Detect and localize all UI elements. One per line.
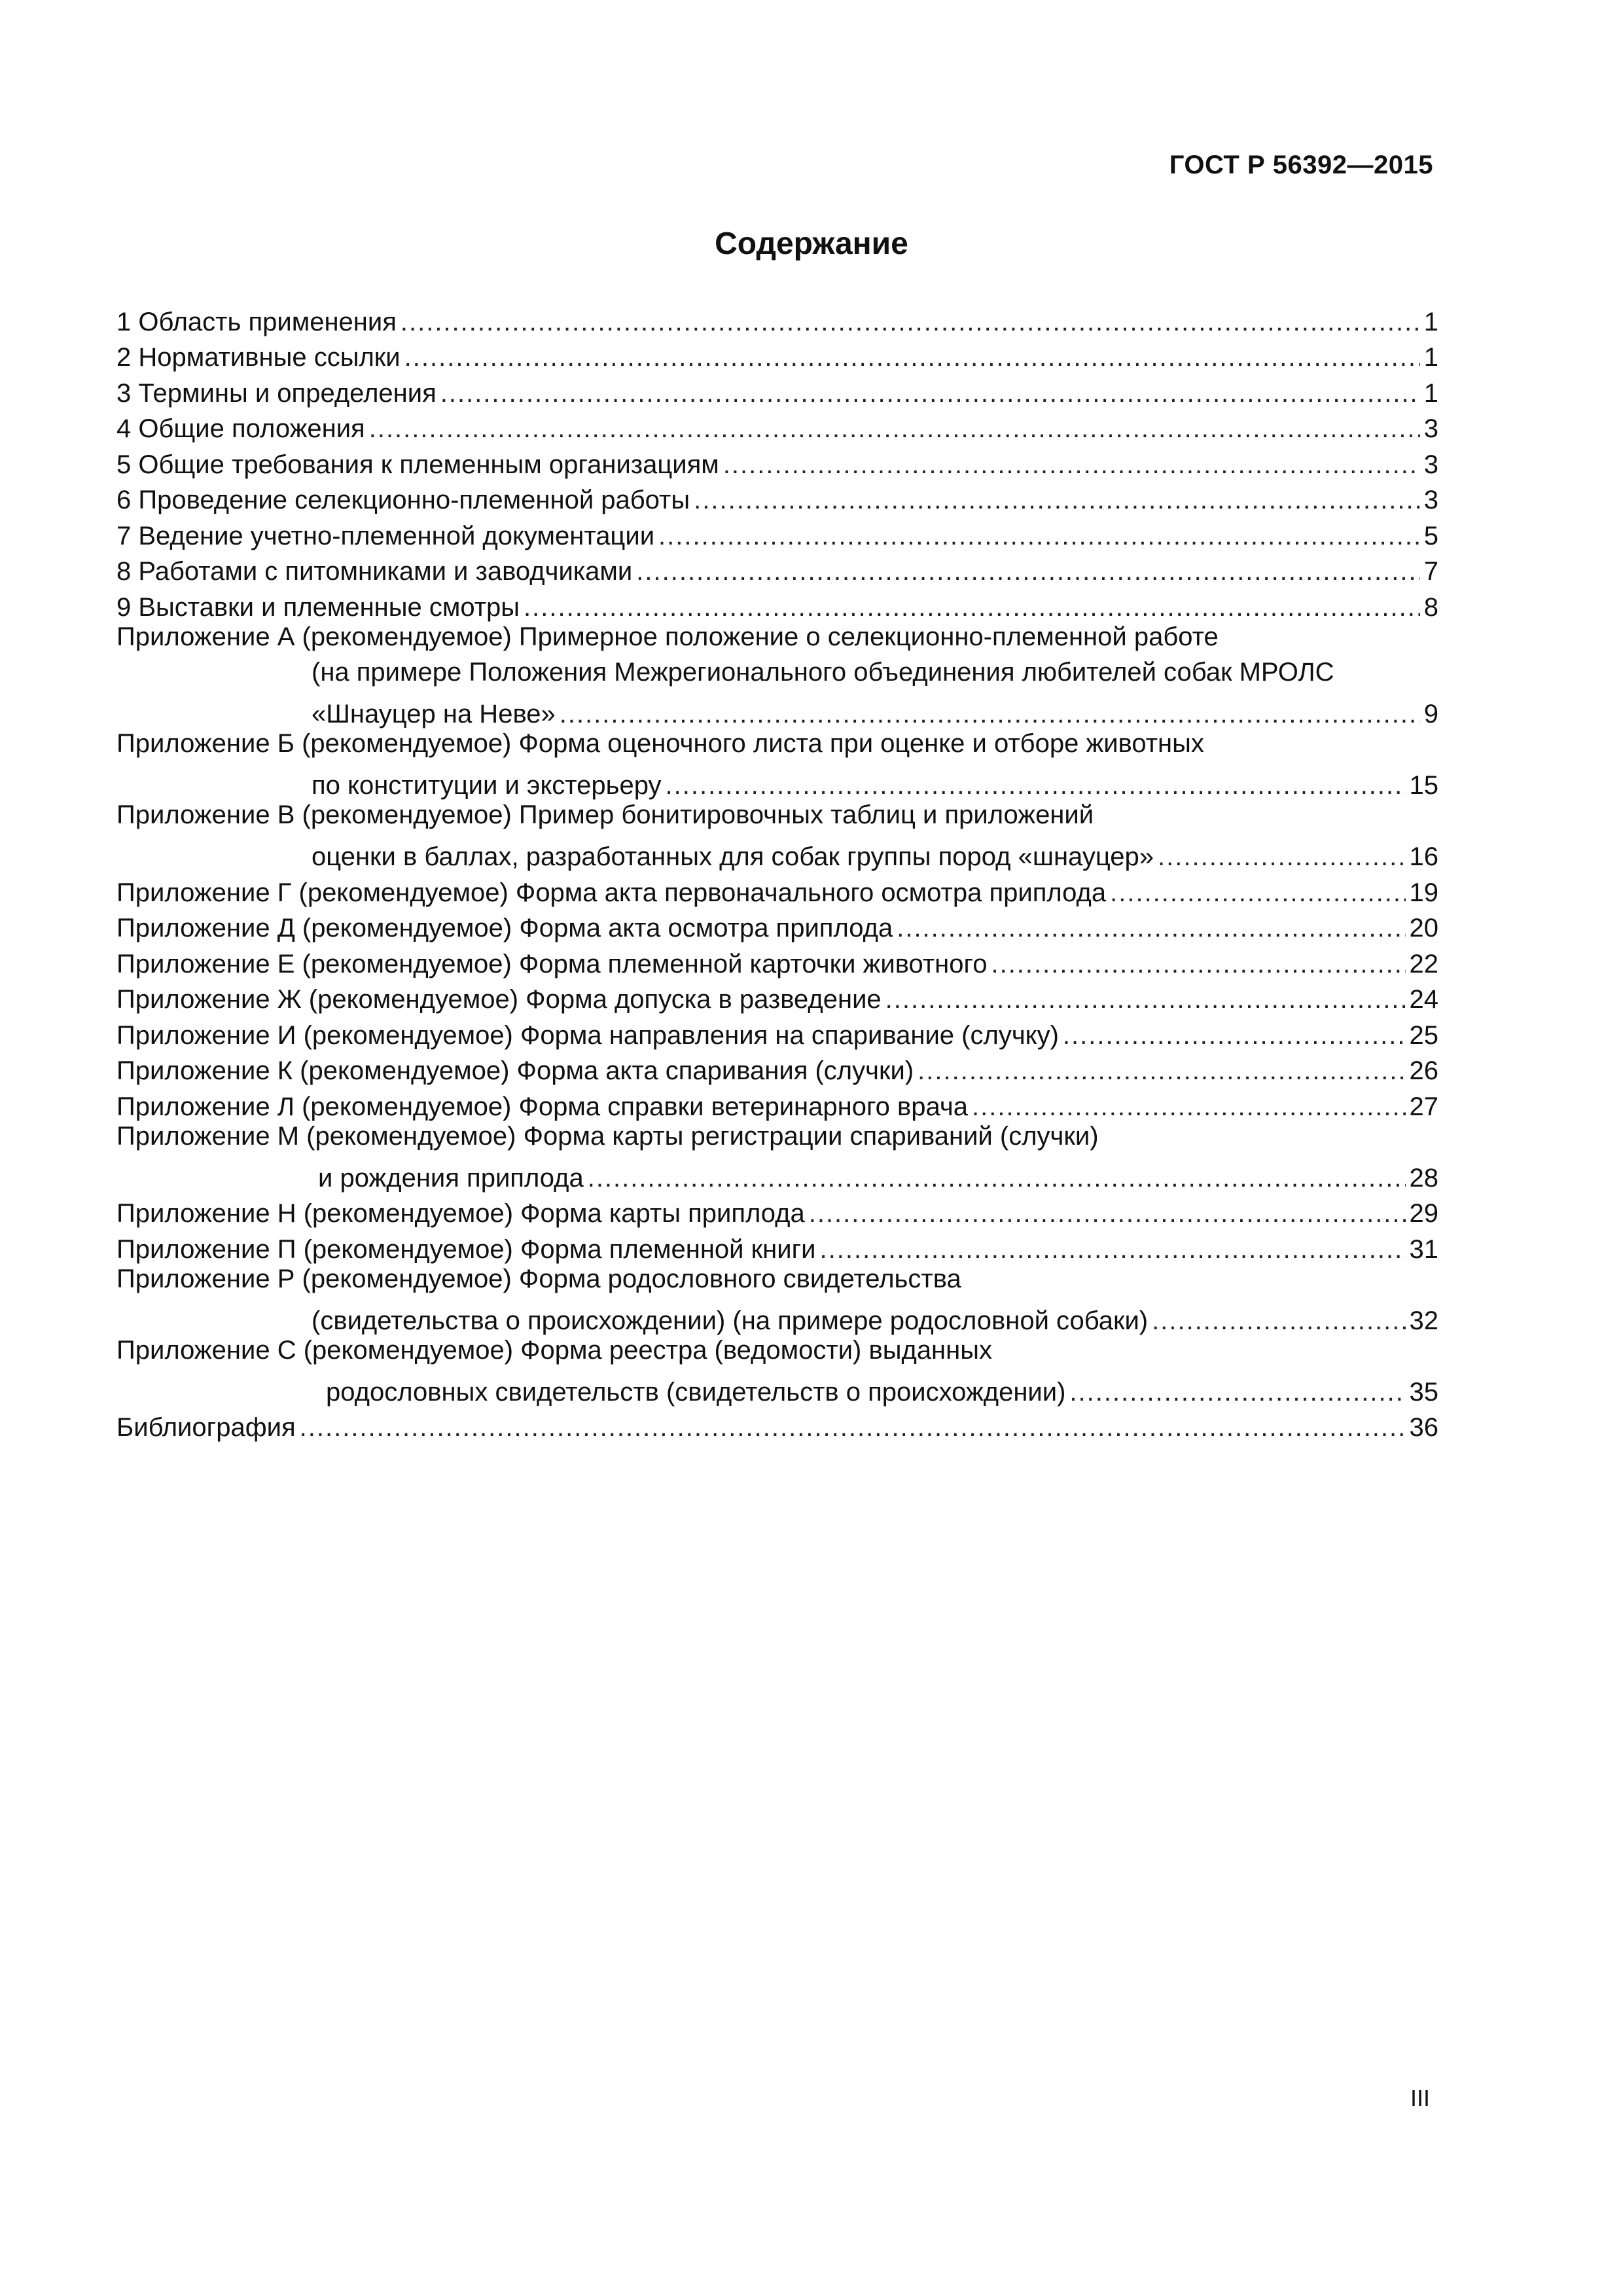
toc-entry-page: 32 — [1409, 1306, 1438, 1335]
toc-entry[interactable] — [116, 943, 1438, 979]
toc-entry-label: Приложение Б (рекомендуемое) Форма оценочного листа при оценке и отборе животных — [116, 729, 1204, 758]
toc-entry[interactable] — [116, 1336, 1438, 1407]
toc-entry-page: 29 — [1409, 1199, 1438, 1228]
toc-entry[interactable] — [116, 372, 1438, 408]
toc-entry-label: Приложение В (рекомендуемое) Пример бонитировочных таблиц и приложений — [116, 800, 1094, 829]
toc-entry-label: по конституции и экстерьеру — [312, 771, 662, 800]
toc-entry-label: Приложение Л (рекомендуемое) Форма справки ветеринарного врача — [116, 1092, 968, 1121]
toc-entry[interactable] — [116, 1122, 1438, 1193]
table-of-contents — [116, 301, 1438, 1443]
toc-entry[interactable] — [116, 1014, 1438, 1050]
toc-leader-dots — [560, 700, 1420, 729]
toc-entry-label: Библиография — [116, 1413, 296, 1442]
toc-entry-page: 36 — [1409, 1413, 1438, 1442]
toc-entry-label: Приложение Е (рекомендуемое) Форма племенной карточки животного — [116, 949, 988, 978]
toc-leader-dots — [694, 486, 1420, 515]
toc-entry-page: 5 — [1423, 521, 1438, 550]
toc-entry[interactable] — [116, 444, 1438, 480]
toc-entry-page: 3 — [1423, 414, 1438, 443]
toc-leader-dots — [658, 522, 1420, 551]
toc-entry-label: 6 Проведение селекционно-племенной работы — [116, 486, 690, 514]
toc-entry-page: 20 — [1409, 914, 1438, 942]
toc-entry-label: Приложение Д (рекомендуемое) Форма акта осмотра приплода — [116, 914, 893, 942]
toc-entry-page: 7 — [1423, 557, 1438, 586]
toc-entry[interactable] — [116, 1229, 1438, 1265]
toc-entry-page: 8 — [1423, 592, 1438, 622]
toc-entry-page: 22 — [1409, 949, 1438, 978]
toc-entry-page: 9 — [1423, 700, 1438, 728]
toc-entry-label: родословных свидетельств (свидетельств о происхождении) — [326, 1377, 1066, 1407]
toc-entry-label: Приложение Г (рекомендуемое) Форма акта первоначального осмотра приплода — [116, 878, 1107, 907]
toc-entry-label: 8 Работами с питомниками и заводчиками — [116, 557, 633, 586]
toc-entry[interactable] — [116, 301, 1438, 337]
toc-leader-dots — [404, 343, 1420, 372]
page-number: III — [1410, 2085, 1430, 2111]
toc-entry[interactable] — [116, 1193, 1438, 1229]
toc-entry-page: 3 — [1423, 486, 1438, 514]
toc-entry-page: 31 — [1409, 1234, 1438, 1264]
toc-entry-label: Приложение С (рекомендуемое) Форма реестра (ведомости) выданных — [116, 1335, 992, 1365]
toc-entry-label: Приложение П (рекомендуемое) Форма племенной книги — [116, 1234, 816, 1264]
toc-entry-page: 15 — [1409, 771, 1438, 800]
toc-leader-dots — [524, 593, 1420, 622]
toc-entry[interactable] — [116, 1050, 1438, 1086]
toc-entry-page: 24 — [1409, 985, 1438, 1014]
toc-leader-dots — [636, 557, 1419, 586]
toc-leader-dots — [820, 1235, 1406, 1265]
toc-entry[interactable] — [116, 872, 1438, 908]
toc-entry[interactable] — [116, 800, 1438, 872]
toc-entry-label: 4 Общие положения — [116, 414, 365, 443]
toc-entry[interactable] — [116, 622, 1438, 730]
toc-entry[interactable] — [116, 1265, 1438, 1336]
toc-leader-dots — [666, 771, 1406, 800]
toc-leader-dots — [1069, 1378, 1405, 1407]
toc-leader-dots — [440, 379, 1420, 408]
toc-entry-label: оценки в баллах, разработанных для собак группы пород «шнауцер» — [312, 842, 1154, 871]
toc-entry-page: 1 — [1423, 307, 1438, 336]
toc-entry-label: (на примере Положения Межрегионального объединения любителей собак МРОЛС — [312, 658, 1334, 687]
toc-entry-label: Приложение Н (рекомендуемое) Форма карты приплода — [116, 1199, 805, 1228]
toc-leader-dots — [918, 1056, 1405, 1086]
page-title: Содержание — [715, 226, 908, 261]
toc-entry[interactable] — [116, 586, 1438, 622]
toc-leader-dots — [897, 914, 1405, 943]
toc-entry[interactable] — [116, 908, 1438, 944]
toc-entry[interactable] — [116, 515, 1438, 551]
toc-entry-page: 1 — [1423, 343, 1438, 372]
document-id: ГОСТ Р 56392—2015 — [1169, 151, 1433, 179]
toc-entry-label: Приложение Р (рекомендуемое) Форма родословного свидетельства — [116, 1264, 961, 1293]
toc-entry-page: 16 — [1409, 842, 1438, 871]
toc-entry-page: 25 — [1409, 1020, 1438, 1050]
toc-leader-dots — [1063, 1021, 1406, 1050]
toc-entry-page: 26 — [1409, 1056, 1438, 1085]
toc-entry[interactable] — [116, 408, 1438, 444]
toc-leader-dots — [972, 1092, 1406, 1122]
toc-entry[interactable] — [116, 480, 1438, 516]
toc-entry-label: Приложение И (рекомендуемое) Форма направления на спаривание (случку) — [116, 1020, 1059, 1050]
toc-entry-label: 3 Термины и определения — [116, 378, 437, 408]
toc-entry-label: Приложение М (рекомендуемое) Форма карты регистрации спариваний (случки) — [116, 1121, 1099, 1151]
toc-entry[interactable] — [116, 551, 1438, 587]
toc-entry-page: 3 — [1423, 450, 1438, 479]
toc-entry-page: 28 — [1409, 1163, 1438, 1193]
toc-entry-label: (свидетельства о происхождении) (на примере родословной собаки) — [312, 1306, 1149, 1335]
toc-entry-page: 27 — [1409, 1092, 1438, 1121]
toc-entry-label: «Шнауцер на Неве» — [312, 700, 556, 728]
toc-entry-label: 5 Общие требования к племенным организациям — [116, 450, 719, 479]
toc-entry-page: 35 — [1409, 1377, 1438, 1407]
toc-leader-dots — [1158, 842, 1405, 872]
toc-leader-dots — [1110, 878, 1405, 908]
toc-entry-page: 1 — [1423, 378, 1438, 408]
toc-entry[interactable] — [116, 979, 1438, 1015]
toc-entry[interactable] — [116, 337, 1438, 373]
toc-entry-label: Приложение К (рекомендуемое) Форма акта спаривания (случки) — [116, 1056, 914, 1085]
toc-entry[interactable] — [116, 1407, 1438, 1443]
toc-leader-dots — [369, 414, 1420, 444]
toc-entry-label: 2 Нормативные ссылки — [116, 343, 401, 372]
toc-entry-label: 1 Область применения — [116, 307, 397, 336]
toc-leader-dots — [588, 1164, 1406, 1193]
toc-leader-dots — [723, 450, 1420, 480]
toc-entry-label: Приложение А (рекомендуемое) Примерное положение о селекционно-племенной работе — [116, 622, 1219, 651]
toc-leader-dots — [991, 950, 1405, 979]
toc-leader-dots — [809, 1199, 1406, 1229]
toc-leader-dots — [300, 1413, 1406, 1443]
toc-entry-page: 19 — [1409, 878, 1438, 907]
toc-entry-label: и рождения приплода — [318, 1163, 584, 1193]
toc-entry[interactable] — [116, 1086, 1438, 1122]
toc-entry[interactable] — [116, 729, 1438, 800]
toc-entry-label: 7 Ведение учетно-племенной документации — [116, 521, 655, 550]
toc-entry-label: 9 Выставки и племенные смотры — [116, 592, 520, 622]
toc-leader-dots — [885, 985, 1406, 1014]
toc-leader-dots — [1152, 1306, 1405, 1336]
toc-entry-label: Приложение Ж (рекомендуемое) Форма допуска в разведение — [116, 985, 882, 1014]
toc-leader-dots — [401, 308, 1420, 337]
